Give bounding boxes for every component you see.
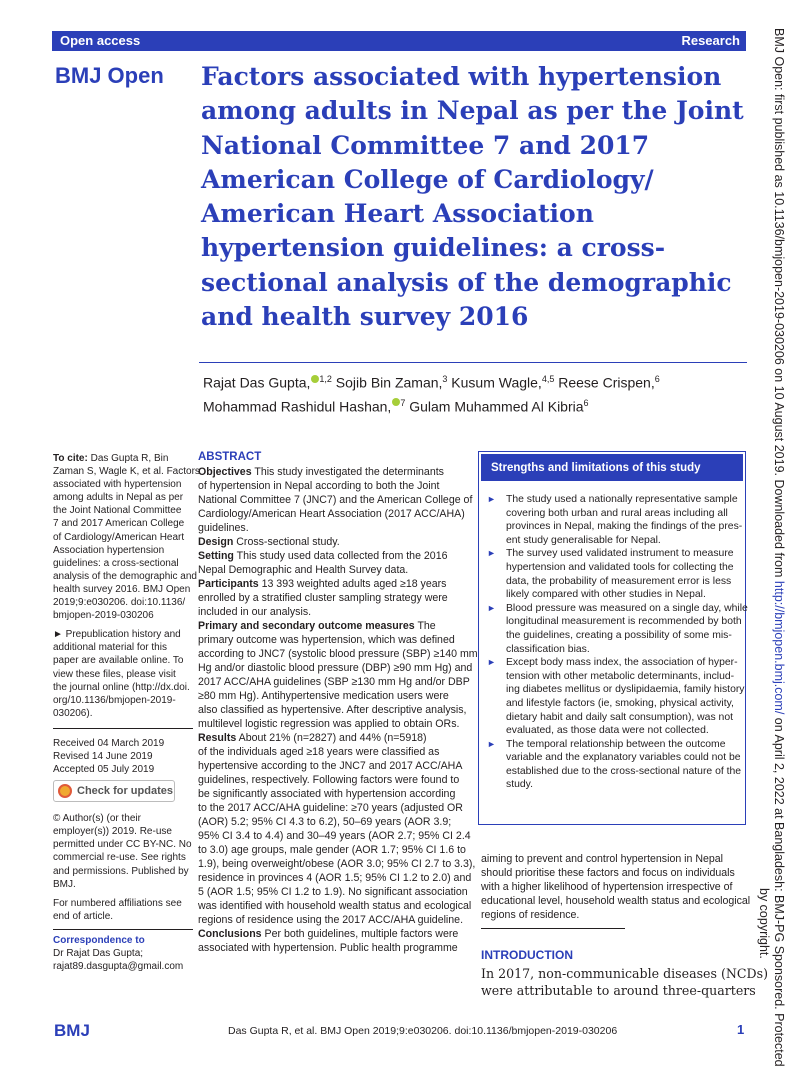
author-line-1 [203, 369, 660, 393]
title-line: American Heart Association [201, 199, 594, 229]
author-affiliation: 1,2 [319, 374, 332, 384]
article-title [201, 60, 761, 334]
footer-logo: BMJ [54, 1021, 90, 1040]
citation-line: To cite: Das Gupta R, Bin [53, 453, 169, 464]
abstract-line: Setting This study used data collected from the 2016 [198, 550, 448, 562]
citation-line: associated with hypertension [53, 479, 182, 491]
abstract-line: Cardiology/American Heart Association (2017 ACC/AHA) [198, 508, 465, 520]
title-line: sectional analysis of the demographic [201, 267, 732, 297]
abstract-line: multilevel logistic regression was applied to obtain ORs. [198, 718, 460, 730]
title-line: among adults in Nepal as per the Joint [201, 96, 744, 126]
strengths-list [479, 481, 748, 792]
abstract-section-label: Design [198, 536, 234, 548]
prepub-line: org/10.1136/bmjopen-2019- [53, 694, 176, 706]
strength-line: hypertension and validated tools for collecting the [506, 561, 734, 573]
strength-item [485, 547, 737, 601]
abstract-section-label: Objectives [198, 466, 252, 478]
citation-line: the Joint National Committee [53, 505, 182, 517]
section-label: Research [681, 33, 740, 48]
strength-item [485, 493, 743, 547]
prepub-line: 030206). [53, 707, 93, 719]
prepub-line: paper are available online. To [53, 655, 184, 667]
intro-line: In 2017, non-communicable diseases (NCDs) [481, 966, 769, 981]
dates-block [53, 737, 193, 776]
citation-line: among adults in Nepal as per [53, 492, 184, 504]
abstract-line: primary outcome was hypertension, which was defined [198, 634, 455, 646]
continuation-line: educational level, household wealth status and ecological [481, 895, 751, 907]
citation-line: Zaman S, Wagle K, et al. Factors [53, 466, 200, 478]
strength-item [485, 602, 748, 656]
sidebar-divider [53, 728, 193, 729]
update-badge-icon [58, 784, 72, 798]
bullet-arrow-icon: ► [487, 602, 496, 613]
abstract-line: also classified as hypertensive. After descriptive analysis, [198, 704, 467, 716]
author-name: Gulam Muhammed Al Kibria [405, 398, 584, 415]
abstract-line: was identified with household wealth status and ecological [198, 900, 472, 912]
abstract-line: to the 2017 ACC/AHA guideline: ≥70 years (adjusted OR [198, 802, 463, 814]
strength-line: classification bias. [506, 643, 590, 655]
continuation-line: with a higher likelihood of hypertension irrespective of [481, 881, 733, 893]
strength-line: established due to the cross-sectional nature of the [506, 765, 742, 777]
introduction-heading: INTRODUCTION [481, 948, 573, 962]
citation-line: guidelines: a cross-sectional [53, 557, 179, 569]
affiliation-line: end of article. [53, 910, 114, 922]
prepub-line: ► Prepublication history and [53, 629, 181, 641]
side-notice-line-1: BMJ Open: first published as 10.1136/bmjopen-2019-030206 on 10 August 2019. Downloaded from http://bmjopen.bmj.com/ on April 2, 2022 at Bangladesh: BMJ-PG Sponsored. Protected [772, 28, 786, 1067]
author-name: Mohammad Rashidul Hashan, [203, 398, 392, 415]
copyright-line: employer(s)) 2019. Re-use [53, 826, 172, 838]
abstract-line: associated with hypertension. Public health programme [198, 942, 458, 954]
abstract-line: ≥80 mm Hg). Antihypertensive medication users were [198, 690, 449, 702]
citation-line: of Cardiology/American Heart [53, 531, 185, 543]
abstract-line: be significantly associated with hypertension according [198, 788, 456, 800]
prepub-line: the journal online (http://dx.doi. [53, 681, 190, 693]
introduction-body [481, 965, 769, 999]
abstract-line: Conclusions Per both guidelines, multiple factors were [198, 928, 459, 940]
continuation-line: aiming to prevent and control hypertension in Nepal [481, 853, 724, 865]
abstract-line: guidelines, respectively. Following factors were found to [198, 774, 460, 786]
title-line: National Committee 7 and 2017 [201, 130, 650, 160]
strength-line: Blood pressure was measured on a single day, while [506, 602, 748, 614]
side-notice [756, 28, 800, 1067]
citation-line: health survey 2016. BMJ Open [53, 583, 191, 595]
strength-line: The study used a nationally representative sample [506, 494, 738, 505]
header-bar [52, 31, 746, 51]
abstract-line: 1.9), being overweight/obese (AOR 3.0; 95% CI 2.7 to 3.3), [198, 858, 476, 870]
sidebar-divider-2 [53, 929, 193, 930]
author-affiliation: 6 [654, 374, 660, 384]
sidebar [53, 452, 200, 973]
date-line: Revised 14 June 2019 [53, 750, 153, 762]
title-line: hypertension guidelines: a cross- [201, 233, 666, 263]
journal-logo: BMJ Open [55, 63, 164, 88]
citation-line: Association hypertension [53, 544, 165, 556]
bullet-arrow-icon: ► [487, 657, 496, 668]
strength-line: ent study generalisable for Nepal. [506, 534, 661, 546]
journal-link[interactable]: http://bmjopen.bmj.com/ [772, 580, 786, 715]
abstract-line: Nepal Demographic and Health Survey data. [198, 564, 409, 576]
abstract-line: 2017 ACC/AHA guidelines (SBP ≥130 mm Hg and/or DBP [198, 676, 470, 688]
abstract-heading: ABSTRACT [198, 451, 262, 463]
abstract-line: Primary and secondary outcome measures The [198, 620, 436, 632]
copyright-line: BMJ. [53, 878, 76, 890]
affiliation-line: For numbered affiliations see [53, 897, 182, 909]
abstract-line: hypertensive according to the JNC7 and 2017 ACC/AHA [198, 760, 463, 772]
strength-item [485, 738, 742, 792]
date-line: Received 04 March 2019 [53, 737, 165, 749]
abstract-section-label: Primary and secondary outcome measures [198, 620, 415, 632]
date-line: Accepted 05 July 2019 [53, 764, 155, 776]
citation-line: 2019;9:e030206. doi:10.1136/ [53, 597, 186, 609]
copyright-line: commercial re-use. See rights [53, 852, 186, 864]
cite-label: To cite: [53, 453, 91, 464]
abstract-section-label: Setting [198, 550, 234, 562]
strength-line: variable and the explanatory variables could not be [506, 752, 741, 764]
strength-line: data, the probability of measurement error is less [506, 575, 732, 587]
strength-line: The survey used validated instrument to measure [506, 548, 734, 560]
prepub-line: view these files, please visit [53, 668, 176, 680]
abstract-line: regions of residence using the 2017 ACC/AHA guideline. [198, 914, 464, 926]
strength-line: longitudinal measurement is recommended by both [506, 616, 742, 628]
abstract-line: Design Cross-sectional study. [198, 536, 340, 548]
strength-line: evaluated, as those data were not collected. [506, 725, 709, 737]
copyright-line: permitted under CC BY-NC. No [53, 839, 192, 851]
title-line: Factors associated with hypertension [201, 62, 722, 91]
strength-item [485, 656, 745, 738]
strength-line: likely compared with other studies in Nepal. [506, 589, 706, 601]
correspondence-line: Dr Rajat Das Gupta; [53, 948, 144, 959]
abstract-line: (AOR) 5.2; 95% CI 4.3 to 6.2), 50–69 years (AOR 3.9; [198, 816, 452, 828]
author-name: Sojib Bin Zaman, [331, 374, 443, 391]
strength-line: covering both urban and rural areas including all [506, 507, 728, 519]
strength-line: study. [506, 779, 533, 791]
bullet-arrow-icon: ► [487, 548, 496, 559]
strengths-box [478, 451, 746, 825]
author-affiliation: 4,5 [541, 374, 555, 384]
citation-line: bmjopen-2019-030206 [53, 610, 154, 622]
copyright-line: and permissions. Published by [53, 865, 189, 877]
abstract-line: enrolled by a stratified cluster sampling strategy were [198, 592, 448, 604]
strength-line: and lifestyle factors (ie, smoking, physical activity, [506, 697, 734, 709]
check-for-updates-button[interactable] [53, 780, 175, 802]
check-updates-label: Check for updates [77, 784, 173, 797]
abstract-line: guidelines. [198, 522, 249, 534]
side-notice-line-2: by copyright. [757, 888, 771, 959]
strength-line: the guidelines, creating a possibility of some mis- [506, 629, 732, 641]
page-number: 1 [737, 1022, 745, 1037]
strength-line: The temporal relationship between the outcome [506, 738, 726, 750]
abstract-body [198, 465, 478, 955]
citation-block [53, 452, 200, 622]
bullet-arrow-icon: ► [487, 738, 496, 749]
copyright-line: © Author(s) (or their [53, 813, 141, 825]
author-name: Rajat Das Gupta, [203, 374, 311, 391]
bullet-arrow-icon: ► [487, 494, 496, 504]
prepub-line: additional material for this [53, 642, 167, 654]
abstract-line: Hg and/or diastolic blood pressure (DBP) ≥90 mm Hg) and [198, 662, 473, 674]
correspondence-line: rajat89.dasgupta@gmail.com [53, 961, 184, 973]
affiliations-note [53, 897, 193, 923]
abstract-line: to 3.0) age groups, male gender (AOR 1.7; 95% CI 1.6 to [198, 844, 466, 856]
author-affiliation: 6 [583, 397, 589, 408]
author-affiliation: 7 [400, 397, 406, 408]
abstract-line: Results About 21% (n=2827) and 44% (n=5918) [198, 732, 427, 744]
abstract-section-label: Conclusions [198, 928, 262, 940]
abstract-line: of the individuals aged ≥18 years were classified as [198, 746, 440, 758]
intro-line: were attributable to around three-quarters [481, 983, 756, 998]
strength-line: Except body mass index, the association of hyper- [506, 657, 738, 669]
abstract-section-label: Participants [198, 578, 259, 590]
prepublication-note [53, 628, 193, 720]
abstract-line: 5 (AOR 1.5; 95% CI 1.2 to 1.9). No significant association [198, 886, 468, 898]
title-line: and health survey 2016 [201, 302, 529, 332]
continuation-line: should prioritise these factors and focus on individuals [481, 867, 735, 879]
abstract-line: 95% CI 3.4 to 4.4) and 30–49 years (AOR 2.7; 95% CI 2.4 [198, 830, 471, 842]
correspondence-label: Correspondence to [53, 934, 145, 946]
abstract [198, 450, 478, 955]
strength-line: dietary habit and daily salt consumption), was not [506, 711, 733, 723]
author-name: Kusum Wagle, [447, 374, 542, 391]
abstract-section-label: Results [198, 732, 237, 744]
title-divider [199, 362, 747, 363]
author-affiliation: 3 [442, 374, 448, 384]
strength-line: ing diabetes mellitus or dyslipidaemia, family history [506, 684, 745, 696]
author-line-2 [203, 393, 660, 417]
copyright-block [53, 812, 193, 891]
citation-line: 7 and 2017 American College [53, 518, 185, 530]
abstract-line: residence in provinces 4 (AOR 1.5; 95% CI 1.2 to 2.0) and [198, 872, 472, 884]
author-name: Reese Crispen, [554, 374, 655, 391]
abstract-end-rule [481, 928, 625, 929]
continuation-line: regions of residence. [481, 909, 580, 921]
strengths-heading: Strengths and limitations of this study [481, 454, 743, 481]
footer-citation: Das Gupta R, et al. BMJ Open 2019;9:e030206. doi:10.1136/bmjopen-2019-030206 [228, 1025, 618, 1037]
title-line: American College of Cardiology/ [201, 164, 654, 194]
strength-line: provinces in Nepal, making the findings of the pres- [506, 521, 743, 533]
strength-line: tension with other metabolic determinants, includ- [506, 670, 735, 682]
abstract-line: Participants 13 393 weighted adults aged ≥18 years [198, 578, 447, 590]
correspondence-block[interactable] [53, 947, 193, 973]
abstract-line: National Committee 7 (JNC7) and the American College of [198, 494, 473, 506]
open-access-label: Open access [60, 33, 141, 48]
author-list [203, 369, 660, 416]
abstract-line: according to JNC7 (systolic blood pressure (SBP) ≥140 mm [198, 648, 478, 660]
abstract-line: Objectives This study investigated the determinants [198, 466, 444, 478]
abstract-line: of hypertension in Nepal according to both the Joint [198, 480, 440, 492]
abstract-continuation [481, 852, 751, 929]
abstract-line: included in our analysis. [198, 606, 312, 618]
citation-line: analysis of the demographic and [53, 570, 197, 582]
